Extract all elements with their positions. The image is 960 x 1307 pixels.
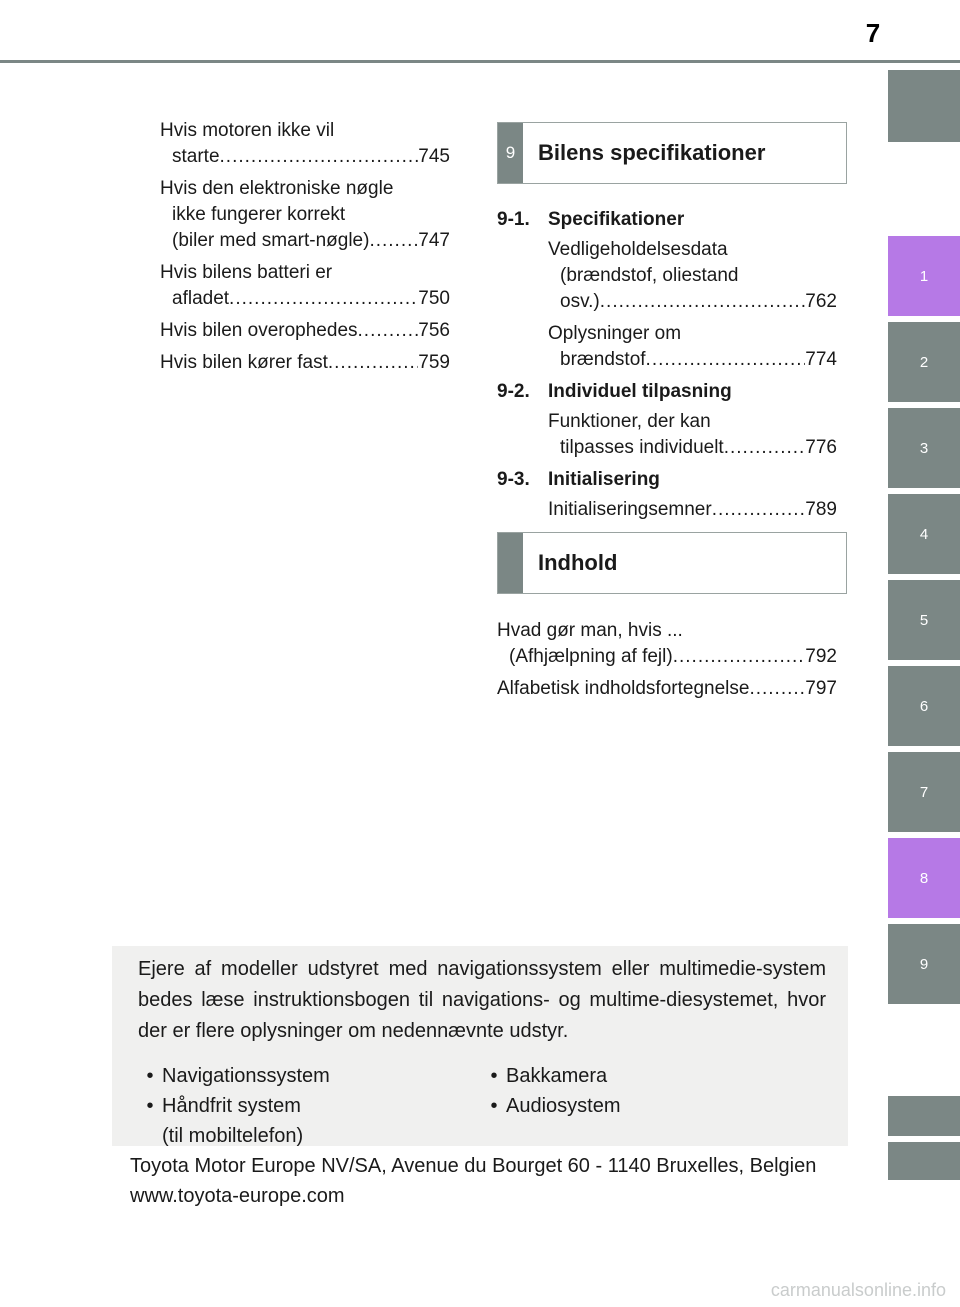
toc-page-number: 797 <box>805 678 837 699</box>
chapter-number-bar: 9 <box>498 123 523 183</box>
bullet-icon: • <box>490 1065 498 1087</box>
chapter-tab-7[interactable]: 7 <box>888 752 960 832</box>
bullet-item: • Bakkamera <box>482 1061 826 1091</box>
toc-entry[interactable] <box>160 118 450 170</box>
toc-entry-text: starte <box>172 146 220 167</box>
bullet-item: • Håndfrit system <box>138 1091 482 1121</box>
chapter-tab-8[interactable]: 8 <box>888 838 960 918</box>
section-number: 9-2. <box>497 381 530 402</box>
toc-page-number: 789 <box>805 499 837 520</box>
toc-entry[interactable] <box>160 176 450 254</box>
toc-page-number: 759 <box>418 352 450 373</box>
toc-entry-text: Initialiseringsemner <box>548 499 712 520</box>
toc-page-number: 792 <box>805 646 837 667</box>
toc-entry-text: (Afhjælpning af fejl) <box>509 646 673 667</box>
toc-entry-line: Oplysninger om <box>548 323 682 344</box>
chapter-title: Bilens specifikationer <box>538 140 766 165</box>
bullet-icon: • <box>146 1065 154 1087</box>
toc-entry-line: Funktioner, der kan <box>548 411 711 432</box>
notice-text: Ejere af modeller udstyret med navigationssystem eller multimedie-system bedes læse instruktionsbogen til navigations- og multime-diesystemet, hvor der er flere oplysninger om nedennævnte udstyr. <box>138 958 826 1042</box>
toc-page-number: 747 <box>418 230 450 251</box>
chapter-tab-blank[interactable] <box>888 1096 960 1136</box>
notice-bullet-list <box>138 1061 826 1151</box>
toc-section <box>497 467 837 523</box>
page-number: 7 <box>865 18 881 48</box>
chapter-tab-9[interactable]: 9 <box>888 924 960 1004</box>
contents-bar <box>498 533 523 593</box>
toc-entry-line: Hvis motoren ikke vil <box>160 120 335 141</box>
toc-page-number: 774 <box>805 349 837 370</box>
toc-entry-text: brændstof <box>560 349 646 370</box>
section-title: Initialisering <box>548 469 660 490</box>
footer-address: Toyota Motor Europe NV/SA, Avenue du Bourget 60 - 1140 Bruxelles, Belgien www.toyota-europe.com <box>130 1155 817 1207</box>
contents-heading-box <box>497 532 847 594</box>
toc-page-number: 762 <box>805 291 837 312</box>
bullet-item-continuation: (til mobiltelefon) <box>162 1125 304 1147</box>
toc-entry[interactable] <box>160 260 450 312</box>
chapter-tab-5[interactable]: 5 <box>888 580 960 660</box>
chapter-tab-blank[interactable] <box>888 1142 960 1180</box>
bullet-icon: • <box>490 1095 498 1117</box>
toc-entry-text: (biler med smart-nøgle) <box>172 230 370 251</box>
toc-entry-text: osv.) <box>560 291 600 312</box>
toc-entry-line: Vedligeholdelsesdata <box>548 239 728 260</box>
toc-entry[interactable] <box>548 237 837 315</box>
toc-entry-line: (brændstof, oliestand <box>560 265 739 286</box>
toc-left-column <box>160 118 450 382</box>
toc-entry-text: Hvis bilen overophedes <box>160 320 358 341</box>
toc-entry-text: Hvis bilen kører fast <box>160 352 328 373</box>
toc-entry-line: Hvis bilens batteri er <box>160 262 333 283</box>
watermark: carmanualsonline.info <box>770 1280 946 1300</box>
toc-entry-line: ikke fungerer korrekt <box>172 204 346 225</box>
toc-entry-text: tilpasses individuelt <box>560 437 724 458</box>
toc-page-number: 750 <box>418 288 450 309</box>
section-number: 9-1. <box>497 209 530 230</box>
toc-right-column <box>497 207 837 529</box>
bullet-item: • Navigationssystem <box>138 1061 482 1091</box>
toc-page-number: 756 <box>418 320 450 341</box>
section-title: Individuel tilpasning <box>548 381 732 402</box>
toc-entry[interactable] <box>160 318 450 344</box>
toc-entry[interactable] <box>160 350 450 376</box>
toc-entry-text: afladet <box>172 288 230 309</box>
chapter-tab-4[interactable]: 4 <box>888 494 960 574</box>
section-title: Specifikationer <box>548 209 685 230</box>
toc-section <box>497 379 837 461</box>
bullet-item: • Audiosystem <box>482 1091 826 1121</box>
toc-entry[interactable] <box>548 409 837 461</box>
chapter-tab-6[interactable]: 6 <box>888 666 960 746</box>
notice-box <box>112 946 848 1146</box>
toc-entry-text: Alfabetisk indholdsfortegnelse <box>497 678 750 699</box>
chapter-tab-1[interactable]: 1 <box>888 236 960 316</box>
contents-title: Indhold <box>538 550 618 575</box>
toc-entry[interactable] <box>497 618 837 670</box>
toc-entry[interactable] <box>548 497 837 523</box>
top-rule <box>0 60 960 63</box>
toc-entry-line: Hvad gør man, hvis ... <box>497 620 683 641</box>
chapter-tab-3[interactable]: 3 <box>888 408 960 488</box>
chapter-heading-box <box>497 122 847 184</box>
chapter-tab-blank[interactable] <box>888 70 960 142</box>
bullet-icon: • <box>146 1095 154 1117</box>
chapter-tab-2[interactable]: 2 <box>888 322 960 402</box>
toc-page-number: 745 <box>418 146 450 167</box>
toc-page-number: 776 <box>805 437 837 458</box>
section-number: 9-3. <box>497 469 530 490</box>
toc-section <box>497 207 837 373</box>
toc-entry[interactable] <box>497 676 837 702</box>
toc-entry-line: Hvis den elektroniske nøgle <box>160 178 394 199</box>
toc-extra-entries <box>497 618 837 708</box>
toc-entry[interactable] <box>548 321 837 373</box>
